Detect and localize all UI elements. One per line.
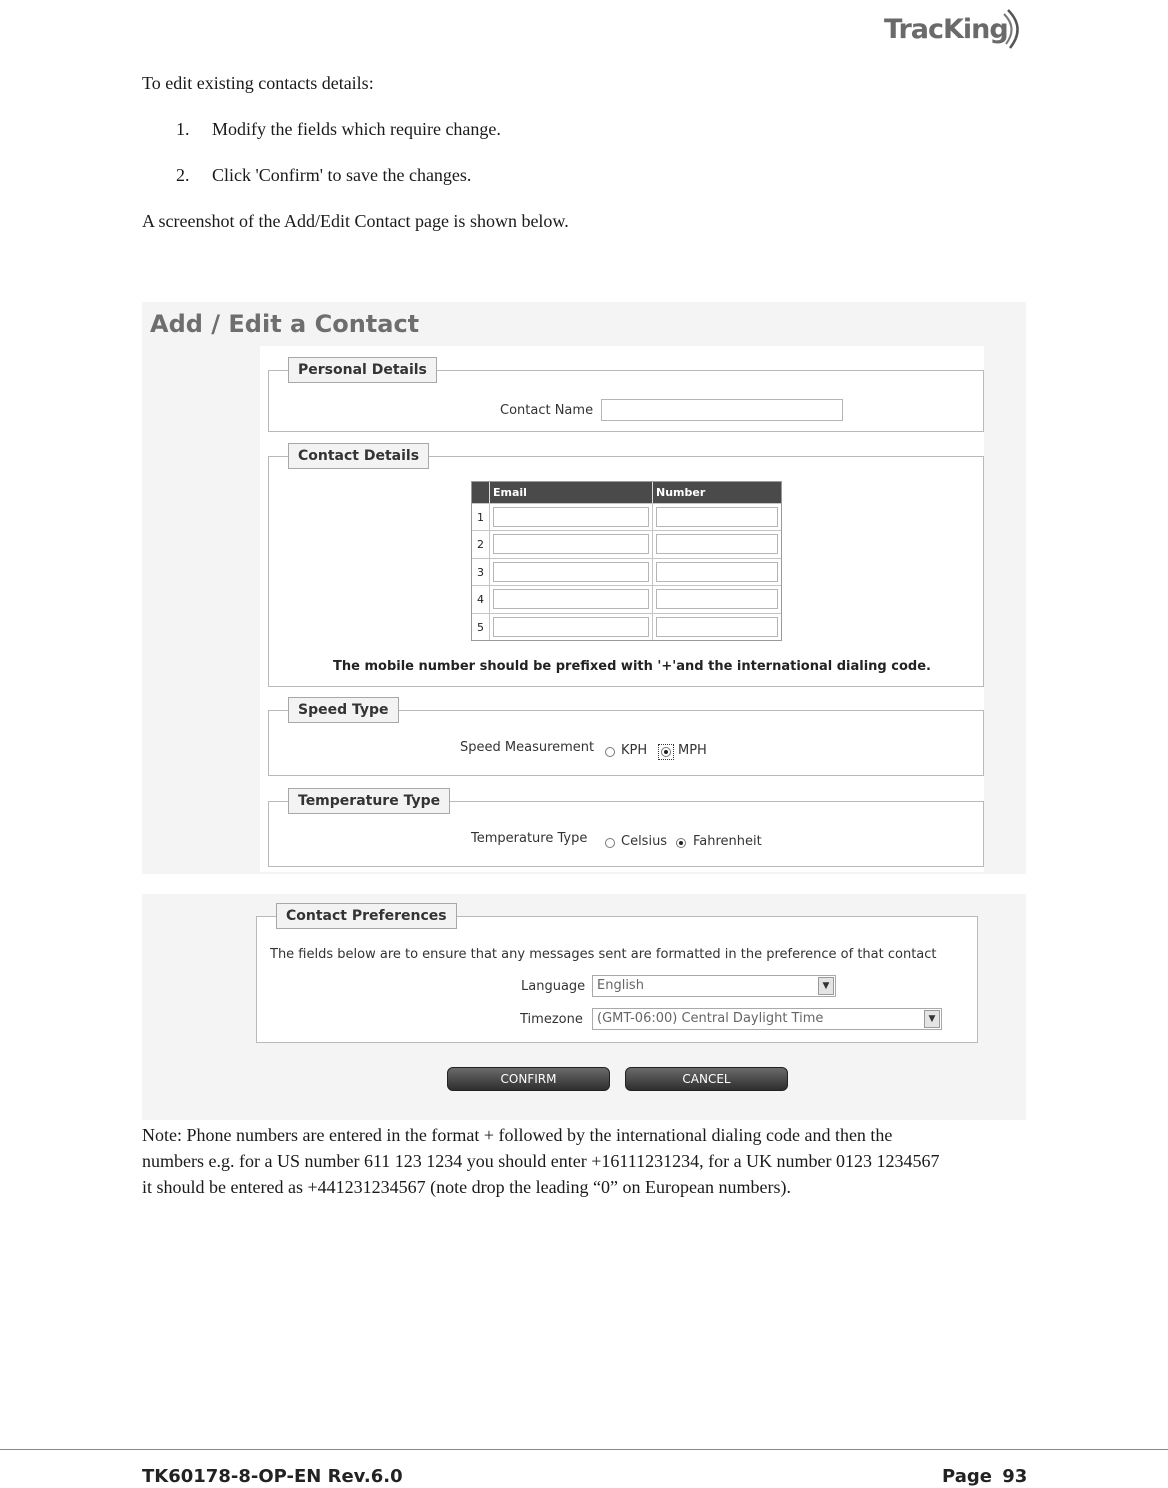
number-input[interactable] [656, 534, 778, 554]
email-input[interactable] [493, 534, 649, 554]
language-label: Language [521, 979, 586, 994]
row-number: 2 [477, 538, 484, 552]
mobile-number-note: The mobile number should be prefixed with '+'and the international dialing code. [333, 659, 931, 674]
email-input[interactable] [493, 617, 649, 637]
step-text: Click 'Confirm' to save the changes. [212, 165, 472, 185]
contact-name-input[interactable] [601, 399, 843, 421]
page-number: Page 93 [942, 1466, 1028, 1487]
intro-text: To edit existing contacts details: [142, 73, 374, 93]
logo-text: TracKing [884, 14, 1008, 45]
screenshot-caption: A screenshot of the Add/Edit Contact page is shown below. [142, 211, 569, 231]
number-input[interactable] [656, 507, 778, 527]
contact-preferences-panel [142, 894, 1026, 1120]
temperature-type-fieldset [268, 793, 984, 867]
contact-details-fieldset [268, 448, 984, 687]
fahrenheit-label: Fahrenheit [693, 834, 762, 849]
number-input[interactable] [656, 589, 778, 609]
kph-label: KPH [621, 743, 648, 758]
row-number: 3 [477, 565, 484, 579]
celsius-radio[interactable] [605, 838, 615, 848]
language-value: English [597, 978, 644, 993]
mph-label: MPH [678, 743, 707, 758]
cancel-button[interactable]: CANCEL [625, 1067, 788, 1091]
step-number: 1. [176, 119, 190, 139]
timezone-value: (GMT-06:00) Central Daylight Time [597, 1011, 824, 1026]
table-row [472, 585, 781, 612]
table-row [472, 558, 781, 585]
temperature-type-legend: Temperature Type [288, 788, 450, 814]
email-input[interactable] [493, 589, 649, 609]
logo-signal-icon [880, 4, 1030, 54]
phone-note-line-2: numbers e.g. for a US number 611 123 1234 you should enter +16111231234, for a UK number 0123 1234567 [142, 1151, 940, 1171]
email-input[interactable] [493, 562, 649, 582]
table-header [472, 482, 781, 503]
mph-radio[interactable] [661, 747, 671, 757]
add-edit-contact-panel [142, 302, 1026, 874]
number-input[interactable] [656, 617, 778, 637]
number-column-header: Number [652, 482, 781, 503]
fahrenheit-radio[interactable] [676, 838, 686, 848]
timezone-label: Timezone [520, 1012, 583, 1027]
timezone-select[interactable] [592, 1008, 942, 1030]
contact-preferences-legend: Contact Preferences [276, 903, 457, 929]
personal-details-legend: Personal Details [288, 357, 437, 383]
email-input[interactable] [493, 507, 649, 527]
page-title: Add / Edit a Contact [150, 310, 420, 338]
kph-radio[interactable] [605, 747, 615, 757]
speed-type-fieldset [268, 702, 984, 776]
row-number: 4 [477, 593, 484, 607]
table-row [472, 530, 781, 557]
temperature-type-label: Temperature Type [471, 831, 588, 846]
confirm-button[interactable]: CONFIRM [447, 1067, 610, 1091]
table-row [472, 503, 781, 530]
table-row [472, 613, 781, 640]
phone-note-line-1: Note: Phone numbers are entered in the format + followed by the international dialing code and then the [142, 1125, 893, 1145]
contact-name-label: Contact Name [500, 403, 594, 418]
tracking-logo [880, 4, 1030, 54]
preferences-description: The fields below are to ensure that any messages sent are formatted in the preference of that contact [270, 947, 937, 962]
personal-details-fieldset [268, 362, 984, 432]
row-number: 1 [477, 511, 484, 524]
celsius-label: Celsius [621, 834, 668, 849]
step-text: Modify the fields which require change. [212, 119, 501, 139]
phone-note-line-3: it should be entered as +441231234567 (note drop the leading “0” on European numbers). [142, 1177, 791, 1197]
chevron-down-icon[interactable]: ▼ [924, 1010, 940, 1028]
chevron-down-icon[interactable]: ▼ [818, 977, 834, 995]
row-number: 5 [477, 620, 484, 634]
speed-measurement-label: Speed Measurement [460, 740, 595, 755]
document-id: TK60178-8-OP-EN Rev.6.0 [142, 1466, 403, 1487]
contact-details-legend: Contact Details [288, 443, 429, 469]
language-select[interactable] [592, 975, 836, 997]
speed-type-legend: Speed Type [288, 697, 399, 723]
number-input[interactable] [656, 562, 778, 582]
contact-preferences-fieldset [256, 908, 978, 1043]
step-number: 2. [176, 165, 190, 185]
footer-divider [0, 1449, 1168, 1450]
contact-table [471, 481, 782, 641]
email-column-header: Email [489, 482, 652, 503]
